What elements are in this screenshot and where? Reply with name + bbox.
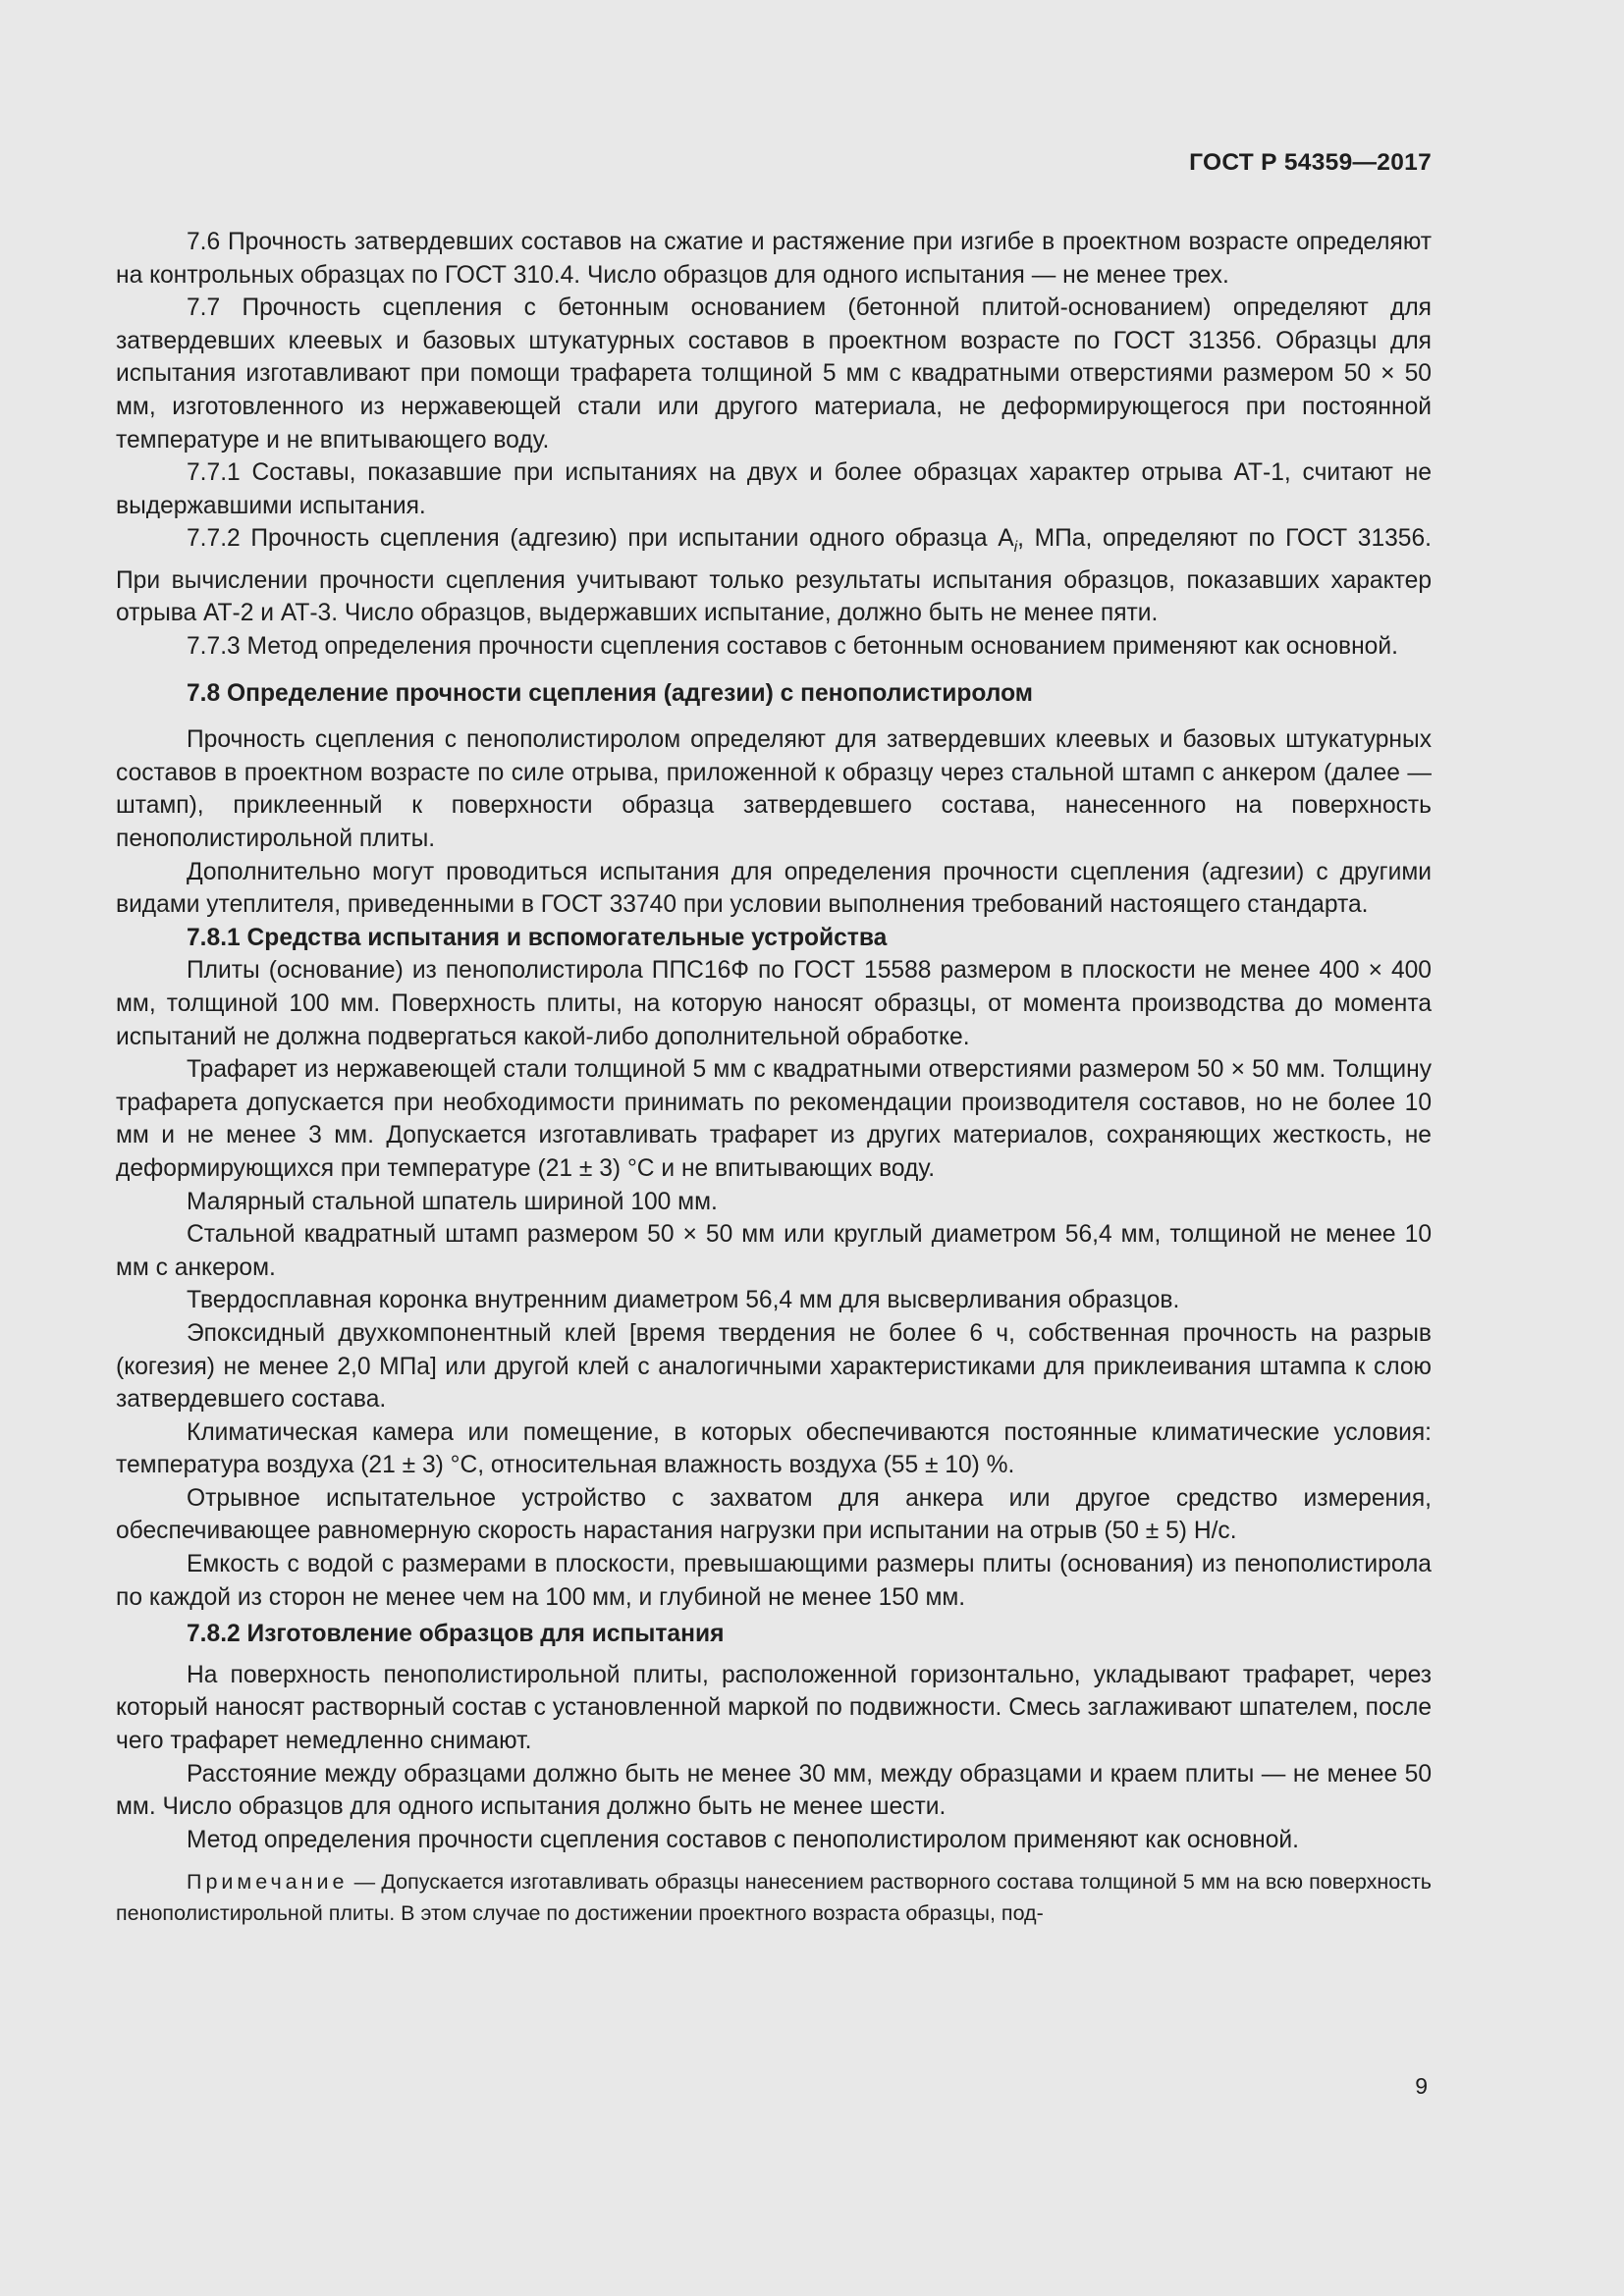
note [116, 1866, 1432, 1929]
paragraph-crown: Твердосплавная коронка внутренним диаметром 56,4 мм для высверливания образцов. [187, 1287, 1180, 1314]
note-text: — Допускается изготавливать образцы нанесением растворного состава толщиной 5 мм на всю поверхность пенополистирольной плиты. В этом случае по достижении проектного возраста образцы, под- [116, 1870, 1432, 1926]
note-label: Примечание [187, 1870, 349, 1895]
paragraph-7-8-additional: Дополнительно могут проводиться испытания для определения прочности сцепления (адгезии) с другими видами утеплителя, приведенными в ГОСТ 33740 при условии выполнения требований настоящего стандарта. [116, 858, 1432, 919]
paragraph-7-7-2 [116, 522, 1432, 630]
paragraph-sample-spacing: Расстояние между образцами должно быть не менее 30 мм, между образцами и краем плиты — не менее 50 мм. Число образцов для одного испытания должно быть не менее шести. [116, 1760, 1432, 1821]
paragraph-stencil: Трафарет из нержавеющей стали толщиной 5 мм с квадратными отверстиями размером 50 × 50 мм. Толщину трафарета допускается при необходимости принимать по рекомендации производителя составов, но не более 10 мм и не менее 3 мм. Допускается изготавливать трафарет из других материалов, сохраняющих жесткость, не деформирующихся при температуре (21 ± 3) °С и не впитывающих воду. [116, 1056, 1432, 1182]
paragraph-stamp: Стальной квадратный штамп размером 50 × 50 мм или круглый диаметром 56,4 мм, толщиной не менее 10 мм с анкером. [116, 1221, 1432, 1281]
page-number: 9 [1415, 2073, 1428, 2099]
paragraph-sample-prep: На поверхность пенополистирольной плиты, расположенной горизонтально, укладывают трафарет, через который наносят растворный состав с установленной маркой по подвижности. Смесь заглаживают шпателем, после чего трафарет немедленно снимают. [116, 1661, 1432, 1755]
paragraph-glue: Эпоксидный двухкомпонентный клей [время твердения не более 6 ч, собственная прочность на разрыв (когезия) не менее 2,0 МПа] или другой клей с аналогичными характеристиками для приклеивания штампа к слою затвердевшего состава. [116, 1319, 1432, 1414]
paragraph-7-7: 7.7 Прочность сцепления с бетонным основанием (бетонной плитой-основанием) определяют для затвердевших клеевых и базовых штукатурных составов в проектном возрасте по ГОСТ 31356. Образцы для испытания изготавливают при помощи трафарета толщиной 5 мм с квадратными отверстиями размером 50 × 50 мм, изготовленного из нержавеющей стали или другого материала, не деформирующегося при постоянной температуре и не впитывающего воду. [116, 294, 1432, 454]
section-heading-7-8-2: 7.8.2 Изготовление образцов для испытания [187, 1621, 725, 1648]
paragraph-pull-device: Отрывное испытательное устройство с захватом для анкера или другое средство измерения, обеспечивающее равномерную скорость нарастания нагрузки при испытании на отрыв (50 ± 5) Н/с. [116, 1484, 1432, 1545]
document-body [116, 226, 1432, 1929]
paragraph-7-7-2-start: 7.7.2 Прочность сцепления (адгезию) при испытании одного образца A [187, 525, 1014, 553]
paragraph-water-tank: Емкость с водой с размерами в плоскости, превышающими размеры плиты (основания) из пенополистирола по каждой из сторон не менее чем на 100 мм, и глубиной не менее 150 мм. [116, 1551, 1432, 1611]
paragraph-spatula: Малярный стальной шпатель шириной 100 мм. [187, 1188, 718, 1215]
paragraph-7-8-intro: Прочность сцепления с пенополистиролом определяют для затвердевших клеевых и базовых штукатурных составов в проектном возрасте по силе отрыва, приложенной к образцу через стальной штамп с анкером (далее — штамп), приклеенный к поверхности образца затвердевшего состава, нанесенного на поверхность пенополистирольной плиты. [116, 726, 1432, 852]
document-header: ГОСТ Р 54359—2017 [1189, 149, 1432, 176]
paragraph-method-main: Метод определения прочности сцепления составов с пенополистиролом применяют как основной. [187, 1826, 1299, 1853]
document-page [116, 0, 1432, 2296]
paragraph-7-6: 7.6 Прочность затвердевших составов на сжатие и растяжение при изгибе в проектном возрасте определяют на контрольных образцах по ГОСТ 310.4. Число образцов для одного испытания — не менее трех. [116, 229, 1432, 289]
paragraph-7-7-2-end: , МПа, определяют по ГОСТ 31356. При вычислении прочности сцепления учитывают только результаты испытания образцов, показавших характер отрыва АТ-2 и АТ-3. Число образцов, выдержавших испытание, должно быть не менее пяти. [116, 525, 1432, 627]
paragraph-plates: Плиты (основание) из пенополистирола ППС16Ф по ГОСТ 15588 размером в плоскости не менее 400 × 400 мм, толщиной 100 мм. Поверхность плиты, на которую наносят образцы, от момента производства до момента испытаний не должна подвергаться какой-либо дополнительной обработке. [116, 957, 1432, 1050]
paragraph-7-7-1: 7.7.1 Составы, показавшие при испытаниях на двух и более образцах характер отрыва АТ-1, считают не выдержавшими испытания. [116, 459, 1432, 519]
section-heading-7-8-1: 7.8.1 Средства испытания и вспомогательные устройства [187, 924, 888, 951]
section-heading-7-8: 7.8 Определение прочности сцепления (адгезии) с пенополистиролом [187, 679, 1033, 707]
subscript-i: i [1013, 539, 1018, 557]
paragraph-7-7-3: 7.7.3 Метод определения прочности сцепления составов с бетонным основанием применяют как основной. [187, 633, 1398, 661]
paragraph-climate-chamber: Климатическая камера или помещение, в которых обеспечиваются постоянные климатические условия: температура воздуха (21 ± 3) °С, относительная влажность воздуха (55 ± 10) %. [116, 1418, 1432, 1479]
